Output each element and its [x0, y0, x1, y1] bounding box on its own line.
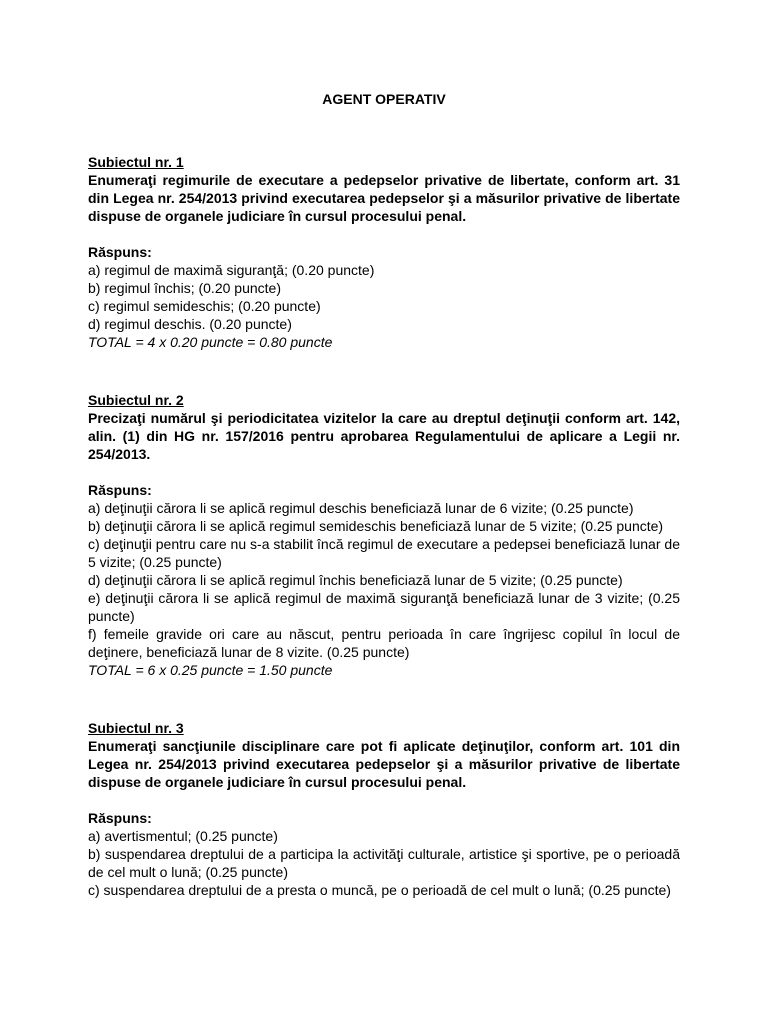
- subject-section-3: [88, 719, 680, 899]
- answer-item: b) suspendarea dreptului de a participa la activităţi culturale, artistice şi sportive, pe o perioadă de cel mult o lună; (0.25 puncte): [88, 846, 680, 880]
- answer-item: b) regimul închis; (0.20 puncte): [88, 280, 281, 296]
- answer-list: [88, 261, 680, 333]
- subject-total: TOTAL = 6 x 0.25 puncte = 1.50 puncte: [88, 662, 333, 678]
- answer-label: Răspuns:: [88, 482, 152, 498]
- subject-heading: Subiectul nr. 3: [88, 720, 184, 736]
- subject-heading: Subiectul nr. 2: [88, 392, 184, 408]
- subject-question: Enumeraţi sancţiunile disciplinare care pot fi aplicate deţinuţilor, conform art. 101 din Legea nr. 254/2013 privind executarea pedepselor şi a măsurilor privative de libertate dispuse de organele judiciare în cursul procesului penal.: [88, 738, 680, 790]
- answer-item: c) deţinuţii pentru care nu s-a stabilit încă regimul de executare a pedepsei beneficiază lunar de 5 vizite; (0.25 puncte): [88, 536, 680, 570]
- answer-list: [88, 499, 680, 661]
- subject-section-1: [88, 153, 680, 351]
- answer-item: a) avertismentul; (0.25 puncte): [88, 828, 278, 844]
- answer-item: e) deţinuţii cărora li se aplică regimul de maximă siguranţă beneficiază lunar de 3 vizite; (0.25 puncte): [88, 590, 680, 624]
- subject-section-2: [88, 391, 680, 679]
- answer-label: Răspuns:: [88, 244, 152, 260]
- subject-question: Precizaţi numărul şi periodicitatea vizitelor la care au dreptul deţinuţii conform art. 142, alin. (1) din HG nr. 157/2016 pentru aprobarea Regulamentului de aplicare a Legii nr. 254/2013.: [88, 410, 680, 462]
- subject-question: Enumeraţi regimurile de executare a pedepselor privative de libertate, conform art. 31 din Legea nr. 254/2013 privind executarea pedepselor şi a măsurilor privative de libertate dispuse de organele judiciare în cursul procesului penal.: [88, 172, 680, 224]
- answer-list: [88, 827, 680, 899]
- answer-item: c) regimul semideschis; (0.20 puncte): [88, 298, 321, 314]
- answer-item: b) deţinuţii cărora li se aplică regimul semideschis beneficiază lunar de 5 vizite; (0.25 puncte): [88, 518, 664, 534]
- answer-label: Răspuns:: [88, 810, 152, 826]
- answer-item: f) femeile gravide ori care au născut, pentru perioada în care îngrijesc copilul în locul de deţinere, beneficiază lunar de 8 vizite. (0.25 puncte): [88, 626, 680, 660]
- subject-heading: Subiectul nr. 1: [88, 154, 184, 170]
- answer-item: a) regimul de maximă siguranţă; (0.20 puncte): [88, 262, 375, 278]
- answer-item: d) deţinuţii cărora li se aplică regimul închis beneficiază lunar de 5 vizite; (0.25 puncte): [88, 572, 623, 588]
- answer-item: a) deţinuţii cărora li se aplică regimul deschis beneficiază lunar de 6 vizite; (0.25 puncte): [88, 500, 634, 516]
- document-title: AGENT OPERATIV: [322, 91, 446, 107]
- subject-total: TOTAL = 4 x 0.20 puncte = 0.80 puncte: [88, 334, 333, 350]
- answer-item: d) regimul deschis. (0.20 puncte): [88, 316, 292, 332]
- answer-item: c) suspendarea dreptului de a presta o muncă, pe o perioadă de cel mult o lună; (0.25 puncte): [88, 882, 671, 898]
